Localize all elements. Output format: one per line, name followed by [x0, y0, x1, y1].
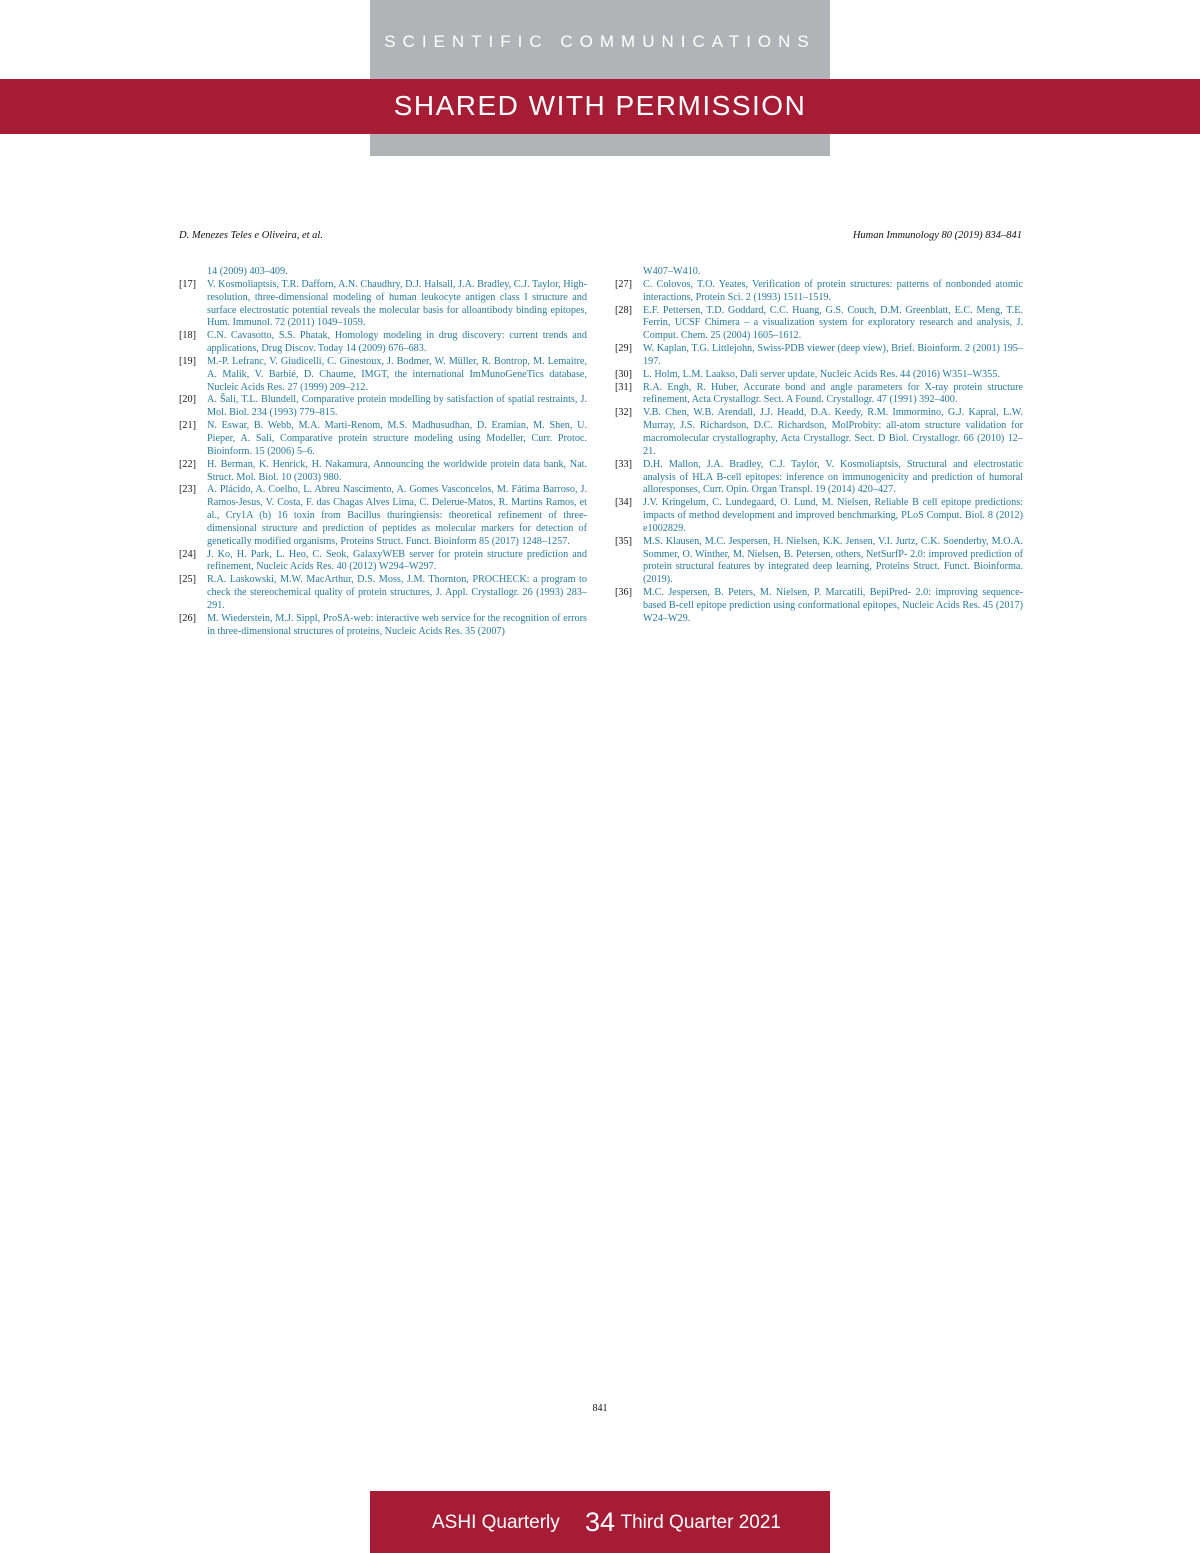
- reference-link[interactable]: 14 (2009) 403–409.: [207, 266, 288, 277]
- reference-item: [179, 356, 587, 395]
- reference-number: [179, 266, 207, 279]
- reference-item: [615, 343, 1023, 369]
- reference-link[interactable]: J.V. Kringelum, C. Lundegaard, O. Lund, M. Nielsen, Reliable B cell epitope predictions: impacts of method development and improved benchmarking, PLoS Comput. Biol. 8 (2012) e1002829.: [643, 497, 1023, 534]
- reference-item: [615, 369, 1023, 382]
- reference-link[interactable]: V.B. Chen, W.B. Arendall, J.J. Headd, D.A. Keedy, R.M. Immormino, G.J. Kapral, L.W. Murray, J.S. Richardson, D.C. Richardson, MolProbity: all-atom structure validation for macromolecular crystallography, Acta Crystallogr. Sect. D Biol. Crystallogr. 66 (2010) 12–21.: [643, 407, 1023, 457]
- reference-item: [615, 382, 1023, 408]
- reference-link[interactable]: N. Eswar, B. Webb, M.A. Marti-Renom, M.S. Madhusudhan, D. Eramian, M. Shen, U. Pieper, A. Sali, Comparative protein structure modeling using Modeller, Curr. Protoc. Bioinform. 15 (2006) 5–6.: [207, 420, 587, 457]
- reference-item: [615, 279, 1023, 305]
- reference-link[interactable]: L. Holm, L.M. Laakso, Dali server update, Nucleic Acids Res. 44 (2016) W351–W355.: [643, 368, 1000, 380]
- reference-number: [33]: [615, 458, 632, 470]
- reference-number: [17]: [179, 278, 196, 290]
- journal-page-number: 841: [592, 1403, 608, 1414]
- reference-item: [615, 536, 1023, 587]
- reference-item: [179, 549, 587, 575]
- reference-number: [26]: [179, 612, 196, 624]
- footer-bar: [370, 1491, 830, 1553]
- reference-number: [24]: [179, 548, 196, 560]
- reference-item: [615, 587, 1023, 626]
- reference-link[interactable]: D.H. Mallon, J.A. Bradley, C.J. Taylor, V. Kosmoliaptsis, Structural and electrostatic analysis of HLA B-cell epitopes: inference on immunogenicity and prediction of humoral alloresponses, Curr. Opin. Organ Transpl. 19 (2014) 420–427.: [643, 458, 1023, 496]
- reference-number: [30]: [615, 368, 632, 380]
- reference-item: [615, 459, 1023, 498]
- reference-link[interactable]: J. Ko, H. Park, L. Heo, C. Seok, GalaxyWEB server for protein structure prediction and refinement, Nucleic Acids Res. 40 (2012) W294–W297.: [207, 548, 587, 573]
- reference-link[interactable]: A. Plácido, A. Coelho, L. Abreu Nascimento, A. Gomes Vasconcelos, M. Fátima Barroso, J. Ramos-Jesus, V. Costa, F. das Chagas Alves Lima, C. Delerue-Matos, R. Martins Ramos, et al., Cry1A (b) 16 toxin from Bacillus thuringiensis: theoretical refinement of three-dimensional structure and prediction of peptides as molecular markers for detection of genetically modified organisms, Proteins Struct. Funct. Bioinform 85 (2017) 1248–1257.: [207, 484, 587, 547]
- reference-number: [31]: [615, 381, 632, 393]
- reference-link[interactable]: E.F. Pettersen, T.D. Goddard, C.C. Huang, G.S. Couch, D.M. Greenblatt, E.C. Meng, T.E. Ferrin, UCSF Chimera – a visualization system for exploratory research and analysis, J. Comput. Chem. 25 (2004) 1605–1612.: [643, 304, 1023, 342]
- reference-item: [615, 407, 1023, 458]
- reference-number: [27]: [615, 278, 632, 290]
- reference-number: [20]: [179, 394, 196, 406]
- footer-page-number: 34: [584, 1507, 616, 1537]
- reference-link[interactable]: M. Wiederstein, M.J. Sippl, ProSA-web: interactive web service for the recognition of errors in three-dimensional structures of proteins, Nucleic Acids Res. 35 (2007): [207, 612, 587, 637]
- reference-link[interactable]: M.S. Klausen, M.C. Jespersen, H. Nielsen, K.K. Jensen, V.I. Jurtz, C.K. Soenderby, M.O.A. Sommer, O. Winther, M. Nielsen, B. Petersen, others, NetSurfP- 2.0: improved prediction of protein structural features by integrated deep learning, Proteins Struct. Funct. Bioinforma. (2019).: [643, 535, 1023, 586]
- reference-link[interactable]: H. Berman, K. Henrick, H. Nakamura, Announcing the worldwide protein data bank, Nat. Struct. Mol. Biol. 10 (2003) 980.: [207, 458, 587, 483]
- reference-link[interactable]: R.A. Laskowski, M.W. MacArthur, D.S. Moss, J.M. Thornton, PROCHECK: a program to check the stereochemical quality of protein structures, J. Appl. Crystallogr. 26 (1993) 283–291.: [207, 574, 587, 611]
- reference-number: [29]: [615, 343, 632, 355]
- reference-link[interactable]: C.N. Cavasotto, S.S. Phatak, Homology modeling in drug discovery: current trends and applications, Drug Discov. Today 14 (2009) 676–683.: [207, 330, 587, 355]
- footer-publication: ASHI Quarterly: [432, 1512, 560, 1533]
- reference-number: [18]: [179, 330, 196, 342]
- reference-number: [28]: [615, 304, 632, 316]
- reference-number: [34]: [615, 497, 632, 509]
- references-right-column: [615, 266, 1023, 626]
- reference-number: [32]: [615, 407, 632, 419]
- reference-link[interactable]: V. Kosmoliaptsis, T.R. Dafforn, A.N. Chaudhry, D.J. Halsall, J.A. Bradley, C.J. Taylor, High-resolution, three-dimensional modeling of human leukocyte antigen class I structure and surface electrostatic potential reveals the molecular basis for alloantibody binding epitopes, Hum. Immunol. 72 (2011) 1049–1059.: [207, 278, 587, 329]
- banner-title: SHARED WITH PERMISSION: [393, 90, 807, 121]
- reference-number: [23]: [179, 484, 196, 496]
- reference-number: [36]: [615, 587, 632, 599]
- reference-item: [179, 459, 587, 485]
- reference-item: [179, 266, 587, 279]
- reference-link[interactable]: W. Kaplan, T.G. Littlejohn, Swiss-PDB viewer (deep view), Brief. Bioinform. 2 (2001) 195–197.: [643, 343, 1023, 367]
- reference-number: [25]: [179, 574, 196, 586]
- reference-number: [615, 266, 643, 279]
- reference-item: [615, 266, 1023, 279]
- section-label: SCIENTIFIC COMMUNICATIONS: [384, 32, 816, 51]
- reference-item: [179, 330, 587, 356]
- reference-item: [179, 613, 587, 639]
- reference-item: [615, 305, 1023, 344]
- reference-item: [179, 484, 587, 548]
- reference-number: [35]: [615, 535, 632, 547]
- reference-item: [179, 279, 587, 330]
- reference-link[interactable]: M.-P. Lefranc, V. Giudicelli, C. Ginestoux, J. Bodmer, W. Müller, R. Bontrop, M. Lemaitre, A. Malik, V. Barbié, D. Chaume, IMGT, the international ImMunoGeneTics database, Nucleic Acids Res. 27 (1999) 209–212.: [207, 355, 587, 393]
- references-left-column: [179, 266, 587, 638]
- reference-item: [179, 394, 587, 420]
- running-head-authors: D. Menezes Teles e Oliveira, et al.: [179, 230, 323, 241]
- reference-item: [615, 497, 1023, 536]
- reference-item: [179, 574, 587, 613]
- reference-link[interactable]: M.C. Jespersen, B. Peters, M. Nielsen, P. Marcatili, BepiPred- 2.0: improving sequence-based B-cell epitope prediction using conformational epitopes, Nucleic Acids Res. 45 (2017) W24–W29.: [643, 587, 1023, 624]
- reference-link[interactable]: C. Colovos, T.O. Yeates, Verification of protein structures: patterns of nonbonded atomic interactions, Protein Sci. 2 (1993) 1511–1519.: [643, 278, 1023, 303]
- footer-issue: Third Quarter 2021: [620, 1512, 781, 1533]
- reference-link[interactable]: W407–W410.: [643, 266, 701, 277]
- reference-number: [21]: [179, 420, 196, 432]
- reference-number: [22]: [179, 458, 196, 470]
- reference-link[interactable]: A. Šali, T.L. Blundell, Comparative protein modelling by satisfaction of spatial restraints, J. Mol. Biol. 234 (1993) 779–815.: [207, 394, 587, 419]
- running-head-journal: Human Immunology 80 (2019) 834–841: [852, 230, 1022, 241]
- reference-item: [179, 420, 587, 459]
- reference-link[interactable]: R.A. Engh, R. Huber, Accurate bond and angle parameters for X-ray protein structure refinement, Acta Crystallogr. Sect. A Found. Crystallogr. 47 (1991) 392–400.: [643, 381, 1023, 406]
- reference-number: [19]: [179, 355, 196, 367]
